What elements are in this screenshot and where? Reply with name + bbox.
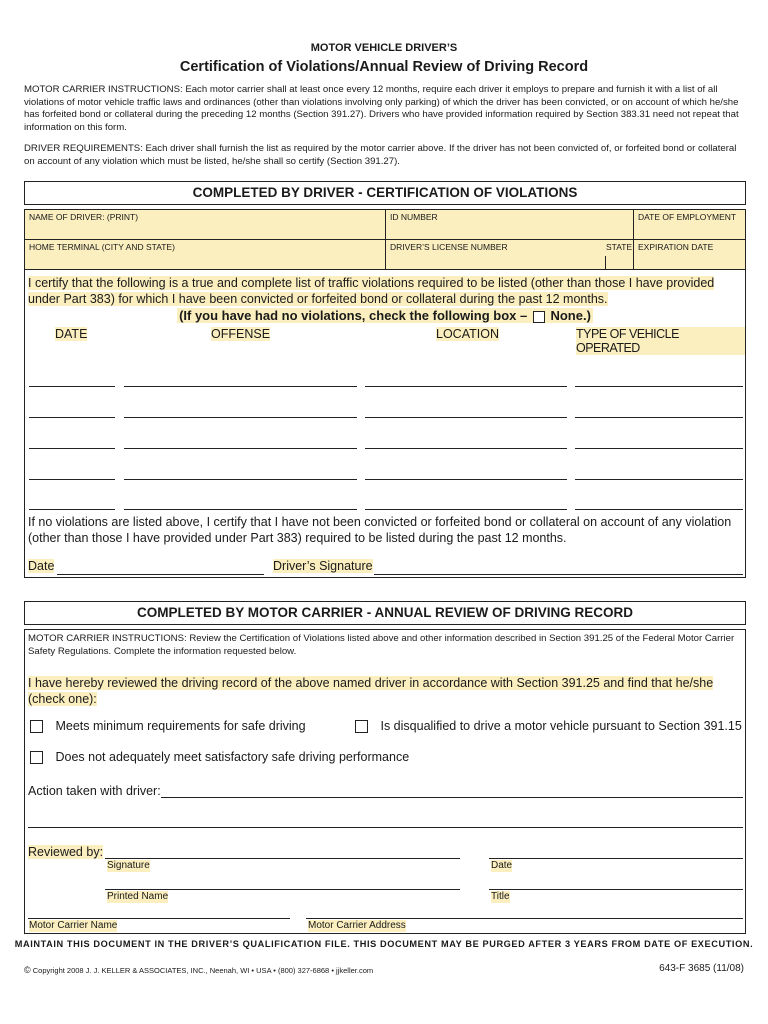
state-label: STATE (606, 242, 633, 252)
driver-requirements: DRIVER REQUIREMENTS: Each driver shall furnish the list as required by the motor carrier above. If the driver has not been convicted of, or forfeited bond or collateral on account of any violation which must be listed, he/she shall so certify (Section 391.27). (24, 143, 737, 167)
row4-location-line[interactable] (365, 479, 567, 480)
row4-date-line[interactable] (29, 479, 115, 480)
row1-offense-line[interactable] (124, 386, 357, 387)
carrier-address-line[interactable] (306, 918, 743, 919)
carrier-section-heading-box (24, 601, 746, 625)
copyright (24, 965, 373, 975)
no-violations-certification: If no violations are listed above, I certify that I have not been convicted or forfeited bond or collateral on account of any violation (other than those I have provided under Part 383) required to be listed during the past 12 months. (28, 515, 732, 545)
carrier-section-heading: COMPLETED BY MOTOR CARRIER - ANNUAL REVIEW OF DRIVING RECORD (136, 605, 634, 620)
action-taken-label: Action taken with driver: (28, 784, 161, 798)
option-meets-requirements[interactable] (30, 719, 306, 733)
reviewed-by-label: Reviewed by: (28, 845, 104, 859)
column-location: LOCATION (436, 327, 499, 341)
disqualified-label: Is disqualified to drive a motor vehicle pursuant to Section 391.15 (380, 719, 742, 733)
printed-name-line[interactable] (105, 889, 460, 890)
carrier-name-line[interactable] (28, 918, 290, 919)
reviewer-signature-line[interactable] (105, 858, 460, 859)
review-statement (28, 675, 744, 707)
column-vehicle-type: TYPE OF VEHICLE OPERATED (576, 327, 745, 355)
row2-date-line[interactable] (29, 417, 115, 418)
row2-offense-line[interactable] (124, 417, 357, 418)
option-not-adequate[interactable] (30, 750, 409, 764)
form-title: Certification of Violations/Annual Review of Driving Record (179, 59, 589, 75)
driver-date-label: Date (28, 559, 55, 573)
row3-date-line[interactable] (29, 448, 115, 449)
id-number-label: ID NUMBER (390, 212, 438, 222)
option-disqualified[interactable] (355, 719, 742, 733)
driver-section-heading: COMPLETED BY DRIVER - CERTIFICATION OF VIOLATIONS (192, 185, 578, 200)
title-line[interactable] (489, 889, 743, 890)
maintain-notice: MAINTAIN THIS DOCUMENT IN THE DRIVER’S QUALIFICATION FILE. THIS DOCUMENT MAY BE PURGED AFTER 3 YEARS FROM DATE OF EXECUTION. (14, 939, 754, 949)
carrier-instructions: MOTOR CARRIER INSTRUCTIONS: Review the Certification of Violations listed above and other information described in Section 391.25 of the Federal Motor Carrier Safety Regulations. Complete the information requested below. (28, 633, 735, 657)
row4-vehicle-line[interactable] (575, 479, 743, 480)
review-date-line[interactable] (489, 858, 743, 859)
certify-text: I certify that the following is a true and complete list of traffic violations required to be listed (other than those I have provided under Part 383) for which I have been convicted or forfeited bond or collateral during the past 12 months. (28, 276, 715, 306)
row1-date-line[interactable] (29, 386, 115, 387)
row1-location-line[interactable] (365, 386, 567, 387)
action-taken-line-2[interactable] (28, 827, 743, 828)
home-terminal-label: HOME TERMINAL (CITY AND STATE) (29, 242, 175, 252)
signature-label: Signature (107, 860, 150, 871)
row3-location-line[interactable] (365, 448, 567, 449)
no-violations-prefix: (If you have had no violations, check the following box – (179, 308, 528, 323)
row5-location-line[interactable] (365, 509, 567, 510)
expiration-date-label: EXPIRATION DATE (638, 242, 714, 252)
title-label: Title (491, 891, 510, 902)
printed-name-label: Printed Name (107, 891, 169, 902)
license-number-label: DRIVER’S LICENSE NUMBER (390, 242, 508, 252)
row2-location-line[interactable] (365, 417, 567, 418)
form-number: 643-F 3685 (11/08) (659, 963, 744, 974)
action-taken-line-1[interactable] (161, 797, 743, 798)
meets-requirements-checkbox[interactable] (30, 720, 43, 733)
disqualified-checkbox[interactable] (355, 720, 368, 733)
copyright-symbol: © (24, 965, 31, 975)
carrier-name-label: Motor Carrier Name (29, 920, 118, 931)
row3-offense-line[interactable] (124, 448, 357, 449)
date-label: Date (491, 860, 513, 871)
meets-requirements-label: Meets minimum requirements for safe driving (55, 719, 306, 733)
row2-vehicle-line[interactable] (575, 417, 743, 418)
driver-section (24, 209, 746, 578)
date-of-employment-label: DATE OF EMPLOYMENT (638, 212, 737, 222)
review-text: I have hereby reviewed the driving record of the above named driver in accordance with Section 391.25 and find that he/she (check one): (28, 676, 714, 706)
motor-carrier-instructions: MOTOR CARRIER INSTRUCTIONS: Each motor carrier shall at least once every 12 months, require each driver it employs to prepare and furnish it with a list of all violations of motor vehicle traffic laws and ordinances (other than violations involving only parking) of which the driver has been convicted, or on account of which he/she has forfeited bond or collateral during the preceding 12 months (Section 391.27). Drivers who have provided information required by Section 383.31 need not repeat that information on this form. (24, 84, 739, 133)
row5-date-line[interactable] (29, 509, 115, 510)
row5-offense-line[interactable] (124, 509, 357, 510)
carrier-address-label: Motor Carrier Address (308, 920, 406, 931)
name-of-driver-label: NAME OF DRIVER: (PRINT) (29, 212, 139, 222)
column-offense: OFFENSE (211, 327, 271, 341)
row5-vehicle-line[interactable] (575, 509, 743, 510)
form-title-small: MOTOR VEHICLE DRIVER’S (310, 42, 458, 54)
row1-vehicle-line[interactable] (575, 386, 743, 387)
driver-signature-label: Driver’s Signature (273, 559, 373, 573)
driver-signature-line[interactable] (374, 574, 743, 575)
driver-date-line[interactable] (57, 574, 264, 575)
not-adequate-checkbox[interactable] (30, 751, 43, 764)
carrier-section (24, 629, 746, 934)
row3-vehicle-line[interactable] (575, 448, 743, 449)
violation-rows (25, 210, 745, 510)
driver-section-heading-box (24, 181, 746, 205)
not-adequate-label: Does not adequately meet satisfactory safe driving performance (55, 750, 410, 764)
column-date: DATE (55, 327, 88, 341)
no-violations-suffix: None.) (550, 308, 591, 323)
copyright-text: Copyright 2008 J. J. KELLER & ASSOCIATES, INC., Neenah, WI • USA • (800) 327-6868 • jjkeller.com (32, 966, 374, 975)
row4-offense-line[interactable] (124, 479, 357, 480)
